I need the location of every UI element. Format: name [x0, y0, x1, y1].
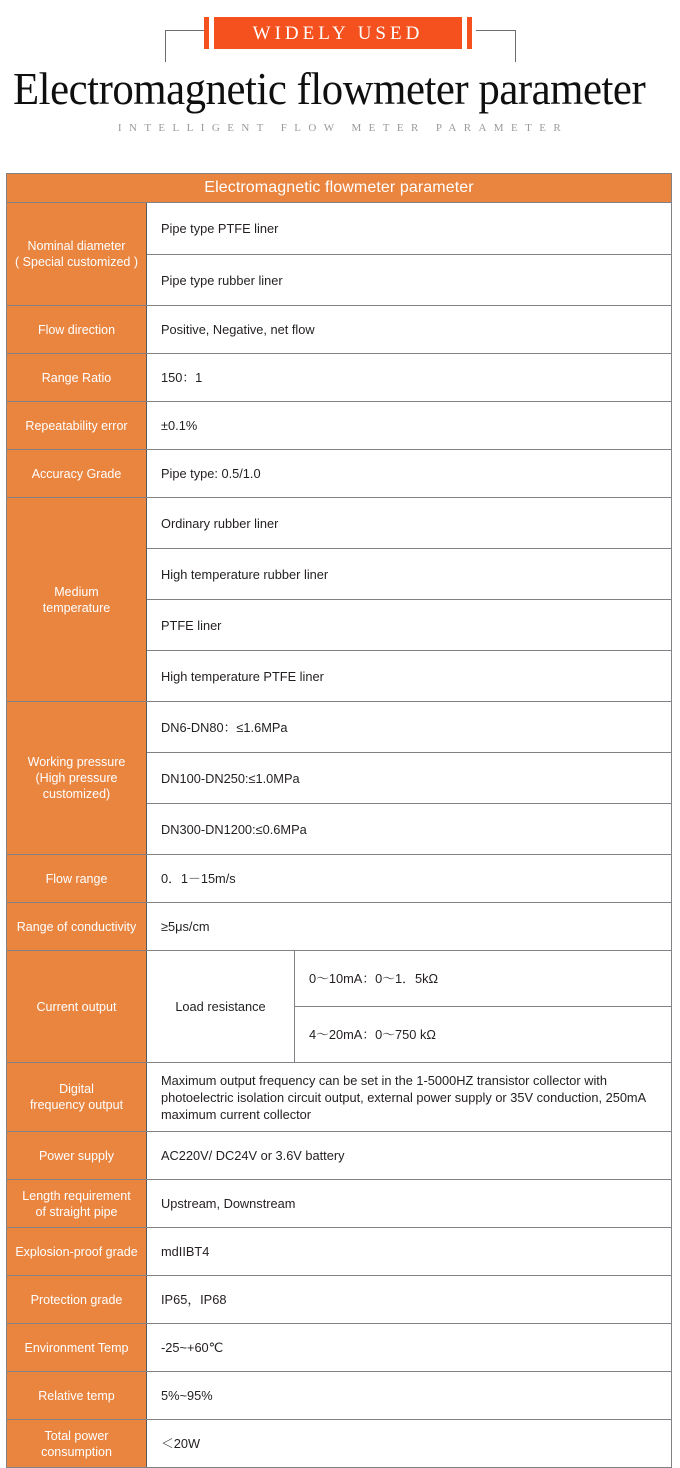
page-subtitle: INTELLIGENT FLOW METER PARAMETER	[117, 122, 569, 134]
table-row	[7, 1324, 672, 1372]
row-value: 0．1－15m/s	[147, 855, 672, 903]
table-row	[7, 855, 672, 903]
row-value: Positive, Negative, net flow	[147, 306, 672, 354]
row-value: 0～10mA：0～1．5kΩ	[295, 951, 672, 1007]
row-value: ＜20W	[147, 1420, 672, 1468]
row-value: -25~+60℃	[147, 1324, 672, 1372]
row-label-line-2: (High pressure	[35, 771, 118, 785]
table-row	[7, 203, 672, 255]
table-row	[7, 1228, 672, 1276]
row-value: 4～20mA：0～750 kΩ	[295, 1007, 672, 1063]
row-label-line-2: of straight pipe	[35, 1204, 118, 1219]
page-title: Electromagnetic flowmeter parameter	[13, 63, 646, 114]
table-row	[7, 450, 672, 498]
bracket-right-vertical-rule	[515, 30, 516, 62]
table-row	[7, 1276, 672, 1324]
table-row	[7, 1132, 672, 1180]
row-value: DN100-DN250:≤1.0MPa	[147, 753, 672, 804]
row-value: AC220V/ DC24V or 3.6V battery	[147, 1132, 672, 1180]
row-label-line-1: Digital	[59, 1082, 94, 1096]
row-value: Pipe type PTFE liner	[147, 203, 672, 255]
bracket-left-horizontal-rule	[165, 30, 205, 31]
table-row	[7, 1063, 672, 1132]
table-row	[7, 498, 672, 549]
table-row	[7, 306, 672, 354]
row-label-current-output: Current output	[7, 951, 147, 1063]
row-value: Upstream, Downstream	[147, 1180, 672, 1228]
table-row	[7, 402, 672, 450]
row-label-relative-temp: Relative temp	[7, 1372, 147, 1420]
row-label-length-requirement	[7, 1180, 147, 1228]
row-value: ±0.1%	[147, 402, 672, 450]
row-value: Ordinary rubber liner	[147, 498, 672, 549]
row-label-working-pressure	[7, 702, 147, 855]
row-label-protection-grade: Protection grade	[7, 1276, 147, 1324]
row-label-power-supply: Power supply	[7, 1132, 147, 1180]
row-label-total-power-consumption	[7, 1420, 147, 1468]
row-value: IP65，IP68	[147, 1276, 672, 1324]
table-title-row	[7, 174, 672, 203]
row-value: PTFE liner	[147, 600, 672, 651]
row-label-flow-range: Flow range	[7, 855, 147, 903]
table-title: Electromagnetic flowmeter parameter	[7, 174, 672, 203]
row-label-line-1: Nominal diameter	[27, 239, 126, 253]
table-row	[7, 1420, 672, 1468]
table-row	[7, 951, 672, 1007]
row-label-line-3: customized)	[42, 787, 111, 801]
row-label-explosion-proof-grade: Explosion-proof grade	[7, 1228, 147, 1276]
row-label-nominal-diameter	[7, 203, 147, 306]
widely-used-badge-label: WIDELY USED	[252, 22, 424, 44]
row-value: 5%~95%	[147, 1372, 672, 1420]
row-sublabel-load-resistance: Load resistance	[147, 951, 295, 1063]
row-value: Maximum output frequency can be set in the 1-5000HZ transistor collector with photoelectric isolation circuit output, external power supply or 35V conduction, 250mA maximum current collector	[147, 1063, 672, 1132]
row-value: 150：1	[147, 354, 672, 402]
row-label-flow-direction: Flow direction	[7, 306, 147, 354]
row-label-line-2: frequency output	[29, 1098, 124, 1112]
row-value: ≥5μs/cm	[147, 903, 672, 951]
bracket-right-horizontal-rule	[476, 30, 516, 31]
row-value: DN300-DN1200:≤0.6MPa	[147, 804, 672, 855]
badge-row	[0, 0, 680, 62]
row-label-accuracy-grade: Accuracy Grade	[7, 450, 147, 498]
bracket-left-vertical-rule	[165, 30, 166, 62]
page-header	[0, 0, 680, 165]
row-value: mdIIBT4	[147, 1228, 672, 1276]
row-label-medium-temperature	[7, 498, 147, 702]
row-value: Pipe type: 0.5/1.0	[147, 450, 672, 498]
row-label-line-1: Medium	[54, 584, 99, 599]
row-value: DN6-DN80：≤1.6MPa	[147, 702, 672, 753]
table-row	[7, 354, 672, 402]
table-row	[7, 1180, 672, 1228]
badge-tick-right-icon	[467, 17, 472, 49]
row-label-line-2: consumption	[41, 1444, 112, 1459]
row-label-line-2: temperature	[42, 600, 111, 615]
widely-used-badge	[214, 17, 462, 49]
row-label-range-of-conductivity: Range of conductivity	[7, 903, 147, 951]
row-label-line-1: Total power	[44, 1428, 109, 1443]
row-label-digital-frequency-output	[7, 1063, 147, 1132]
row-label-line-1: Length requirement	[22, 1188, 131, 1203]
specification-table	[6, 173, 672, 1468]
row-label-environment-temp: Environment Temp	[7, 1324, 147, 1372]
row-value: Pipe type rubber liner	[147, 255, 672, 306]
table-row	[7, 702, 672, 753]
table-row	[7, 903, 672, 951]
row-value: High temperature PTFE liner	[147, 651, 672, 702]
row-label-repeatability-error: Repeatability error	[7, 402, 147, 450]
row-label-line-2: ( Special customized )	[15, 255, 138, 269]
table-row	[7, 1372, 672, 1420]
row-label-line-1: Working pressure	[27, 755, 126, 769]
badge-tick-left-icon	[204, 17, 209, 49]
row-value: High temperature rubber liner	[147, 549, 672, 600]
row-label-range-ratio: Range Ratio	[7, 354, 147, 402]
